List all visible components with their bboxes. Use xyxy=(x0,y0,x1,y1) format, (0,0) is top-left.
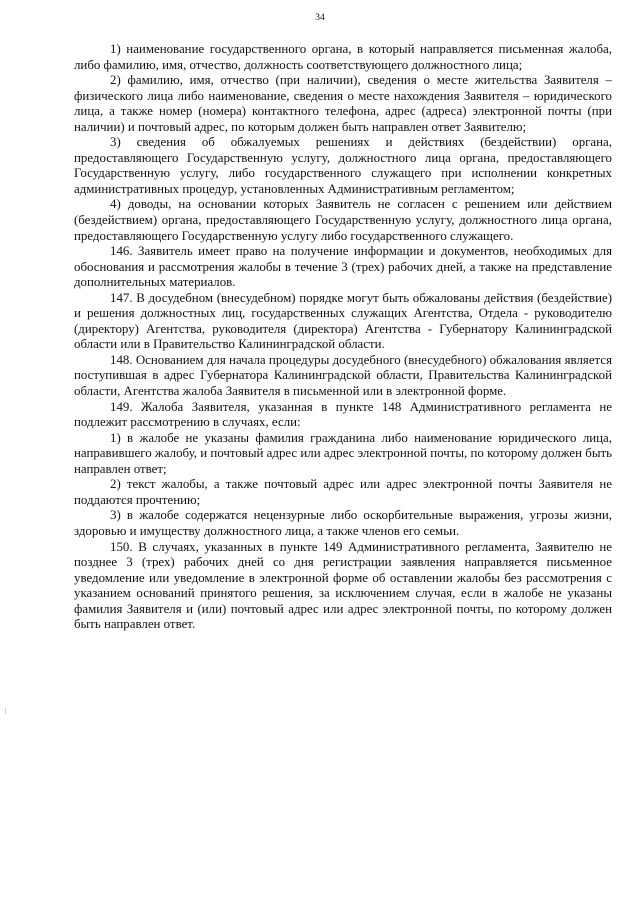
paragraph-clause-147: 147. В досудебном (внесудебном) порядке могут быть обжалованы действия (бездействие) и решения должностных лиц, государственных служащих Агентства, Отдела - руководителю (директору) Агентства, руководителя (директора) Агентства - Губернатору Калининградской области или в Правительство Калининградской области. xyxy=(74,290,612,352)
scan-margin-mark xyxy=(5,708,6,714)
page-number: 34 xyxy=(315,13,325,23)
paragraph-complaint-item-4: 4) доводы, на основании которых Заявитель не согласен с решением или действием (бездействием) органа, предоставляющего Государственную услугу, должностного лица органа, предоставляющего Государственную услугу либо государственного служащего. xyxy=(74,197,612,243)
paragraph-rejection-case-1: 1) в жалобе не указаны фамилия гражданина либо наименование юридического лица, направившего жалобу, и почтовый адрес или адрес электронной почты, по которому должен быть направлен ответ; xyxy=(74,430,612,476)
paragraph-clause-149: 149. Жалоба Заявителя, указанная в пункте 148 Административного регламента не подлежит рассмотрению в случаях, если: xyxy=(74,399,612,430)
paragraph-rejection-case-3: 3) в жалобе содержатся нецензурные либо оскорбительные выражения, угрозы жизни, здоровью и имуществу должностного лица, а также членов его семьи. xyxy=(74,508,612,538)
paragraph-clause-148: 148. Основанием для начала процедуры досудебного (внесудебного) обжалования является поступившая в адрес Губернатора Калининградской области, Правительства Калининградской области, Агентства жалоба Заявителя в письменной или в электронной форме. xyxy=(74,352,612,399)
paragraph-complaint-item-1: 1) наименование государственного органа, в который направляется письменная жалоба, либо фамилию, имя, отчество, должность соответствующего должностного лица; xyxy=(74,42,612,72)
paragraph-rejection-case-2: 2) текст жалобы, а также почтовый адрес или адрес электронной почты Заявителя не поддаются прочтению; xyxy=(74,477,612,507)
paragraph-clause-146: 146. Заявитель имеет право на получение информации и документов, необходимых для обоснования и рассмотрения жалобы в течение 3 (трех) рабочих дней, а также на представление дополнительных материалов. xyxy=(74,244,612,290)
document-body xyxy=(74,42,612,633)
paragraph-clause-150: 150. В случаях, указанных в пункте 149 Административного регламента, Заявителю не позднее 3 (трех) рабочих дней со дня регистрации заявления направляется письменное уведомление или уведомление в электронной форме об оставлении жалобы без рассмотрения с указанием оснований принятого решения, за исключением случая, если в жалобе не указаны фамилия Заявителя и (или) почтовый адрес или адрес электронной почты, по которому должен быть направлен ответ. xyxy=(74,539,612,632)
paragraph-complaint-item-3: 3) сведения об обжалуемых решениях и действиях (бездействии) органа, предоставляющего Государственную услугу, должностного лица органа, предоставляющего Государственную услугу, либо государственного служащего при исполнении конкретных административных процедур, установленных Административным регламентом; xyxy=(74,135,612,196)
paragraph-complaint-item-2: 2) фамилию, имя, отчество (при наличии), сведения о месте жительства Заявителя – физического лица либо наименование, сведения о месте нахождения Заявителя – юридического лица, а также номер (номера) контактного телефона, адрес (адреса) электронной почты (при наличии) и почтовый адрес, по которым должен быть направлен ответ Заявителю; xyxy=(74,73,612,134)
